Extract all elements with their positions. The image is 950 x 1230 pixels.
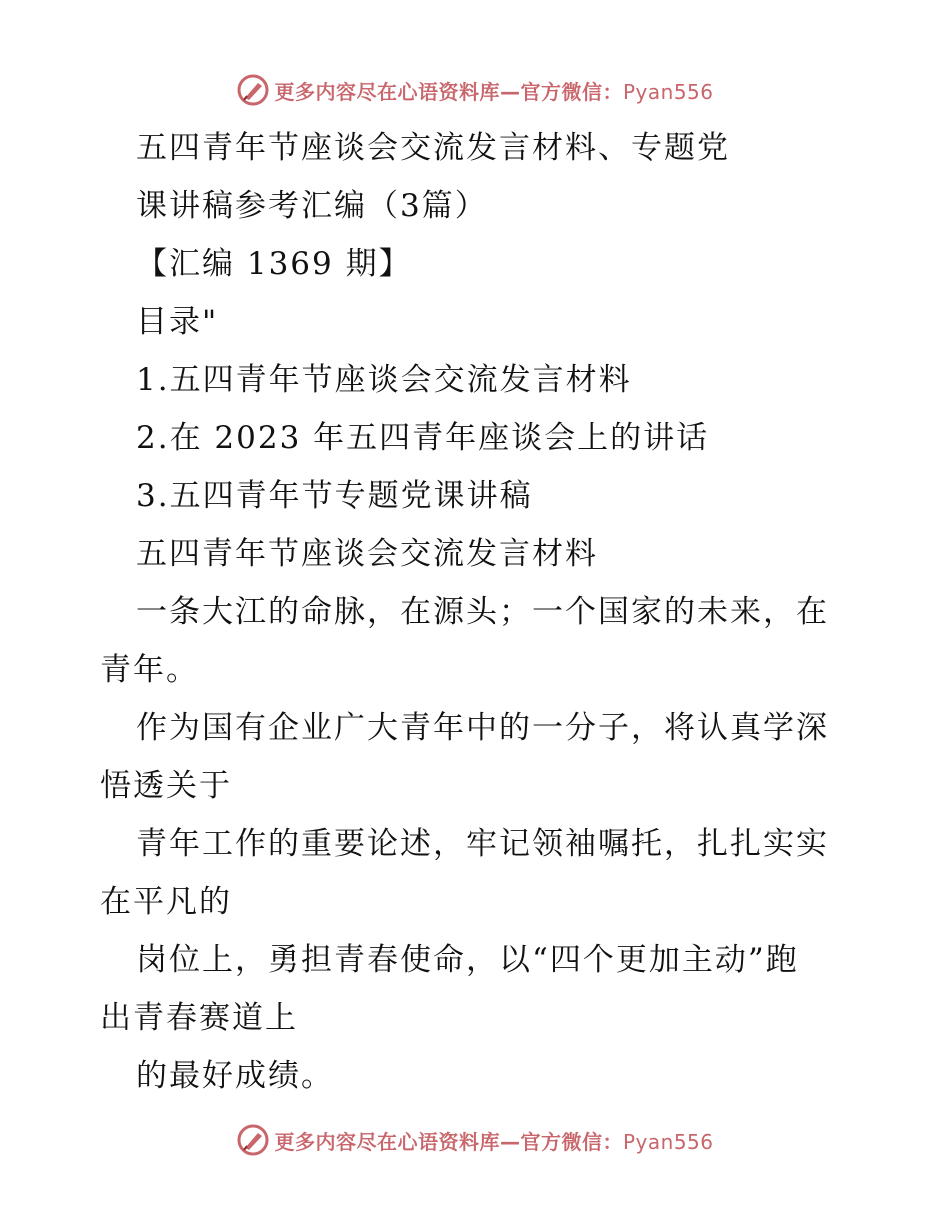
paragraph-line: 一条大江的命脉，在源头；一个国家的未来，在 [136,594,829,630]
section-heading: 五四青年节座谈会交流发言材料 [136,536,598,572]
header-watermark-banner [0,70,950,110]
document-title-line-2: 课讲稿参考汇编（3篇） [136,188,488,224]
paragraph-line: 青年。 [100,652,199,688]
toc-heading: 目录" [136,304,219,340]
banner-text [274,76,713,105]
banner-wechat-id: Pyan556 [622,1129,714,1154]
paragraph-line: 岗位上，勇担青春使命，以“四个更加主动”跑 [136,942,799,978]
banner-text [274,1126,713,1155]
paragraph-line: 青年工作的重要论述，牢记领袖嘱托，扎扎实实 [136,826,829,862]
footer-watermark-banner [0,1120,950,1160]
issue-number: 【汇编 1369 期】 [136,246,412,282]
document-title-line-1: 五四青年节座谈会交流发言材料、专题党 [136,130,730,166]
toc-item-2: 2.在 2023 年五四青年座谈会上的讲话 [136,420,710,456]
quill-pen-logo-icon [236,73,270,107]
banner-wechat-id: Pyan556 [622,79,714,104]
toc-item-3: 3.五四青年节专题党课讲稿 [136,478,533,514]
banner-text-cn: 更多内容尽在心语资料库—官方微信： [274,79,623,104]
toc-item-1: 1.五四青年节座谈会交流发言材料 [136,362,632,398]
paragraph-line: 的最好成绩。 [136,1058,334,1094]
paragraph-line: 在平凡的 [100,884,232,920]
paragraph-line: 出青春赛道上 [100,1000,298,1036]
banner-text-cn: 更多内容尽在心语资料库—官方微信： [274,1129,623,1154]
quill-pen-logo-icon [236,1123,270,1157]
paragraph-line: 作为国有企业广大青年中的一分子，将认真学深 [136,710,829,746]
paragraph-line: 悟透关于 [100,768,232,804]
